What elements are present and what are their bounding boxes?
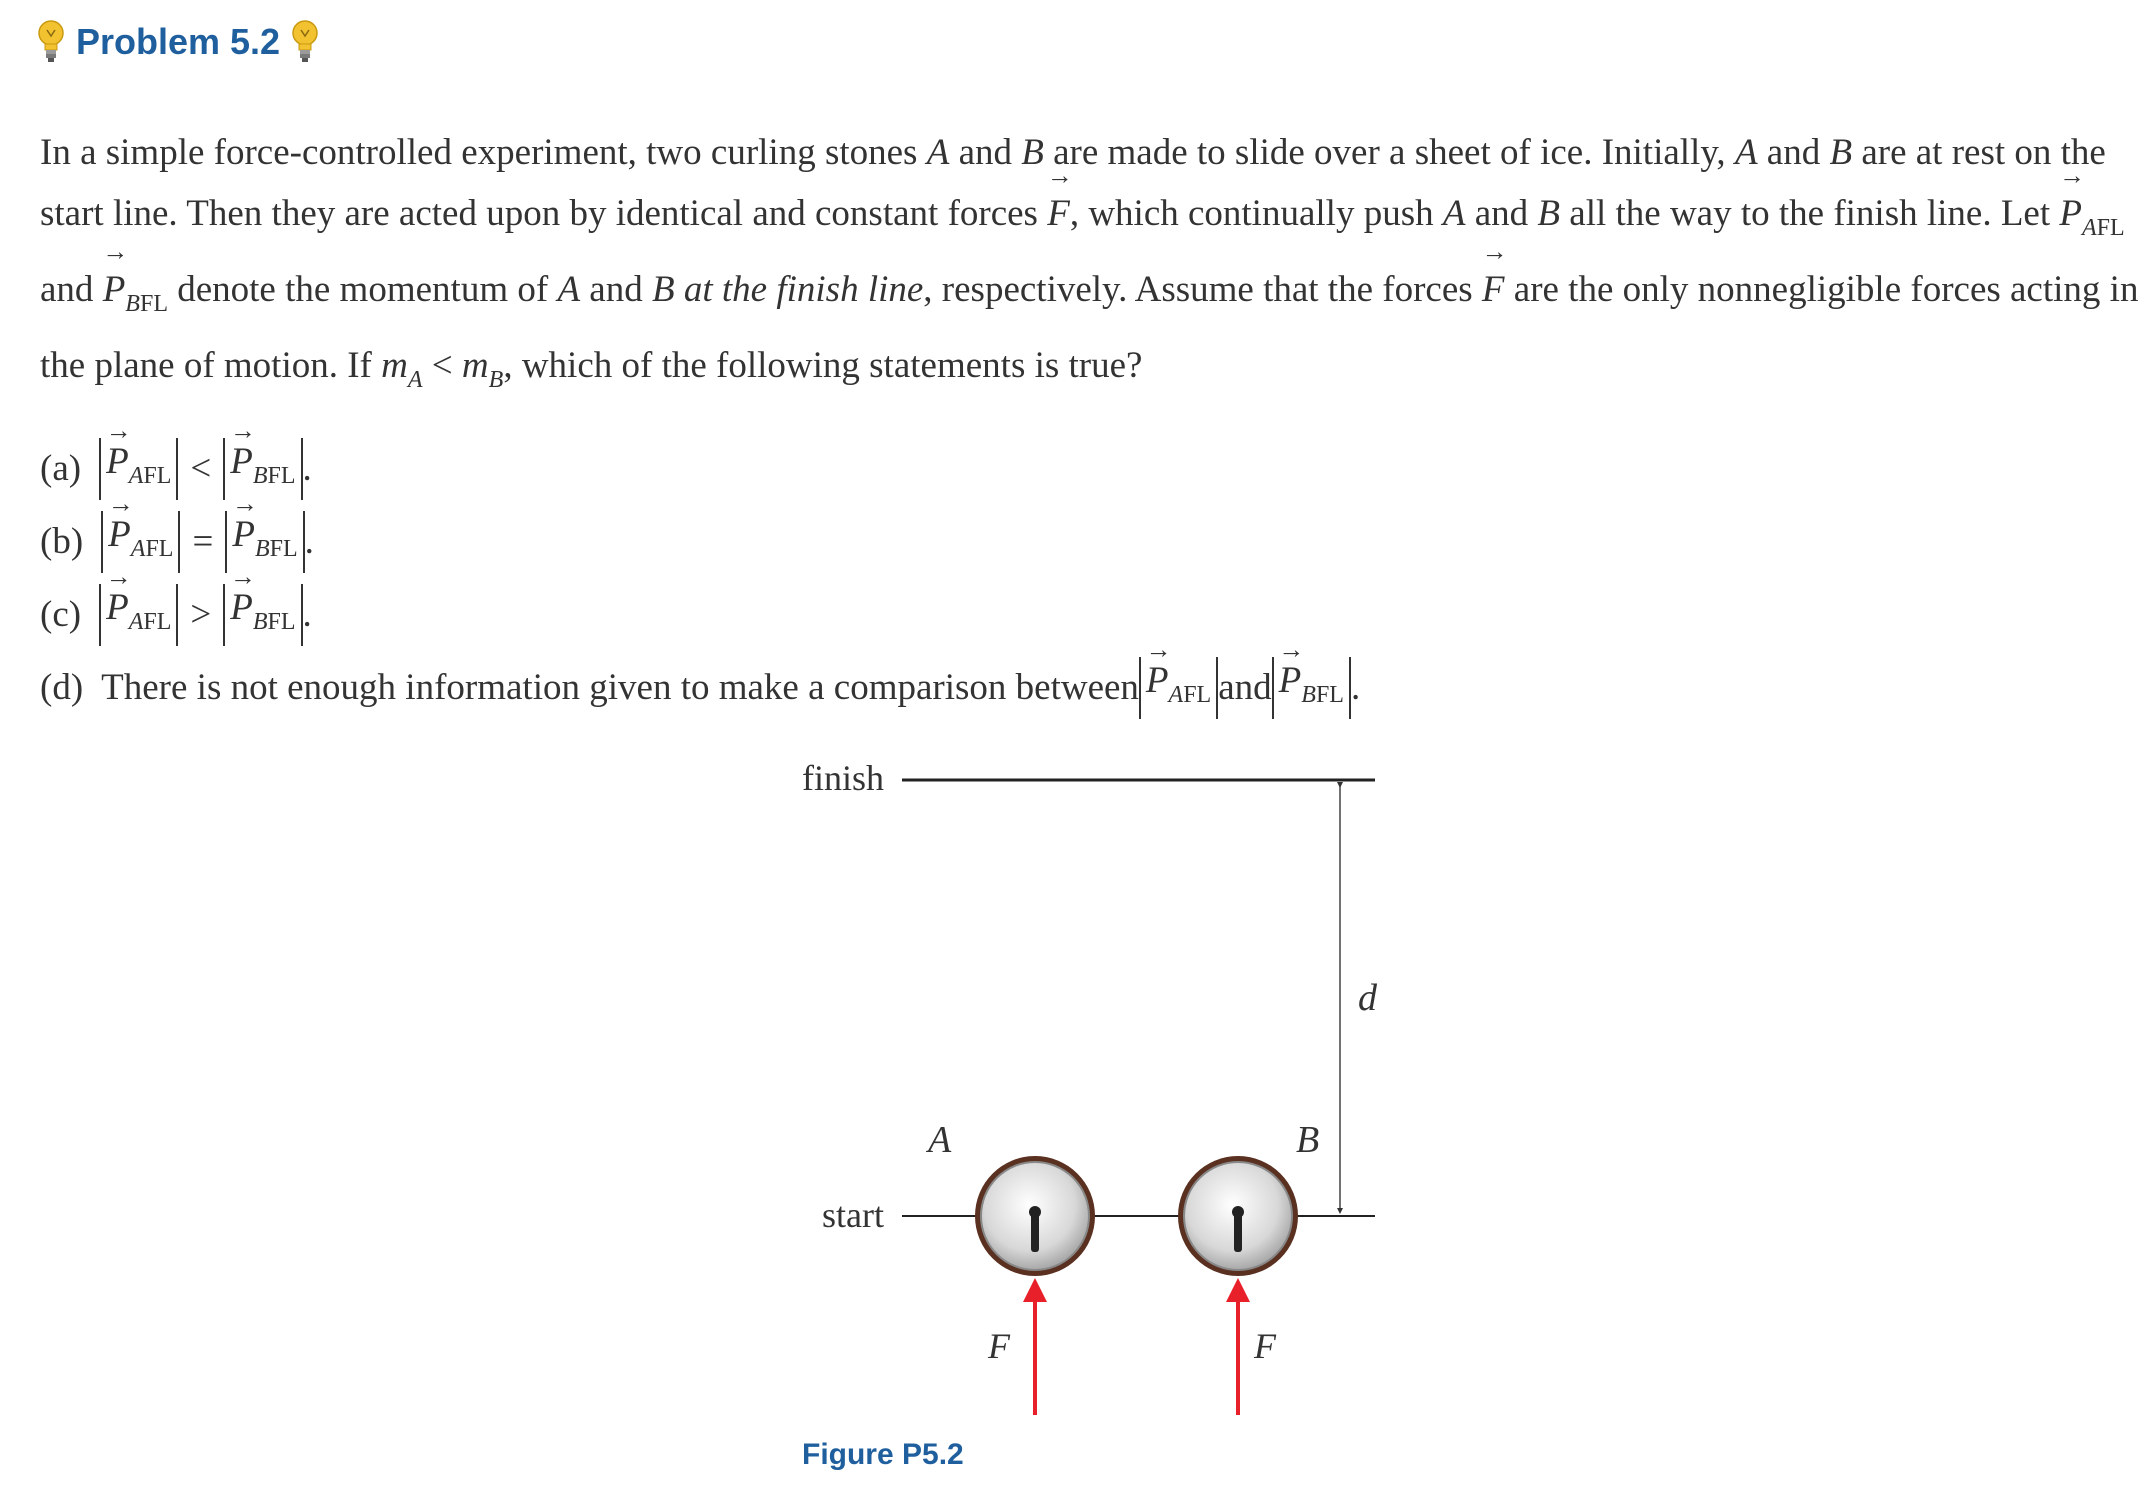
force-label-a: F <box>988 1326 1010 1366</box>
answer-options <box>40 432 2040 724</box>
force-vector: → F <box>1047 183 1070 244</box>
force-label-b: F <box>1254 1326 1276 1366</box>
finish-label: finish <box>802 758 885 798</box>
curling-stone-a <box>975 1156 1095 1276</box>
stone-a-label: A <box>928 1119 952 1161</box>
stone-b-label: B <box>1296 1119 1320 1161</box>
lightbulb-icon <box>36 18 66 66</box>
lightbulb-icon <box>290 18 320 66</box>
option-a[interactable]: (a) → $P_{AFL}$ < → $P_{BFL}$ . <box>40 432 2040 505</box>
start-label: start <box>822 1195 884 1235</box>
option-d[interactable]: (d) There is not enough information given to make a comparison between → $P_{AFL}$ and → $P_{BFL}$ . <box>40 651 2040 724</box>
option-c[interactable]: (c) → $P_{AFL}$ > → $P_{BFL}$ . <box>40 578 2040 651</box>
figure-p5-2 <box>760 740 1460 1480</box>
force-vector: → F <box>1482 259 1505 320</box>
problem-header <box>36 14 320 70</box>
question-text: In a simple force-controlled experiment, two curling stones A and B are made to slide over a sheet of ice. Initially, A and B are at rest on the start line. Then they are acted upon by identical and constant forces → F, which continually push A and B all the way to the finish line. Let → $P_{AFL}$ and → $P_{BFL}$ denote the momentum of A and B at the finish line, respectively. Assume that the forces → F are the only nonnegligible forces acting in the plane of motion. If $m_A < m_B$, which of the following statements is true? <box>40 122 2140 411</box>
problem-title: Problem 5.2 <box>76 21 281 62</box>
figure-caption: Figure P5.2 <box>802 1438 964 1471</box>
momentum-vector: → P <box>103 259 126 320</box>
curling-stone-b <box>1178 1156 1298 1276</box>
option-b[interactable]: (b) → $P_{AFL}$ = → $P_{BFL}$ . <box>40 505 2040 578</box>
distance-label: d <box>1358 977 1377 1019</box>
momentum-vector: → P <box>2059 183 2082 244</box>
